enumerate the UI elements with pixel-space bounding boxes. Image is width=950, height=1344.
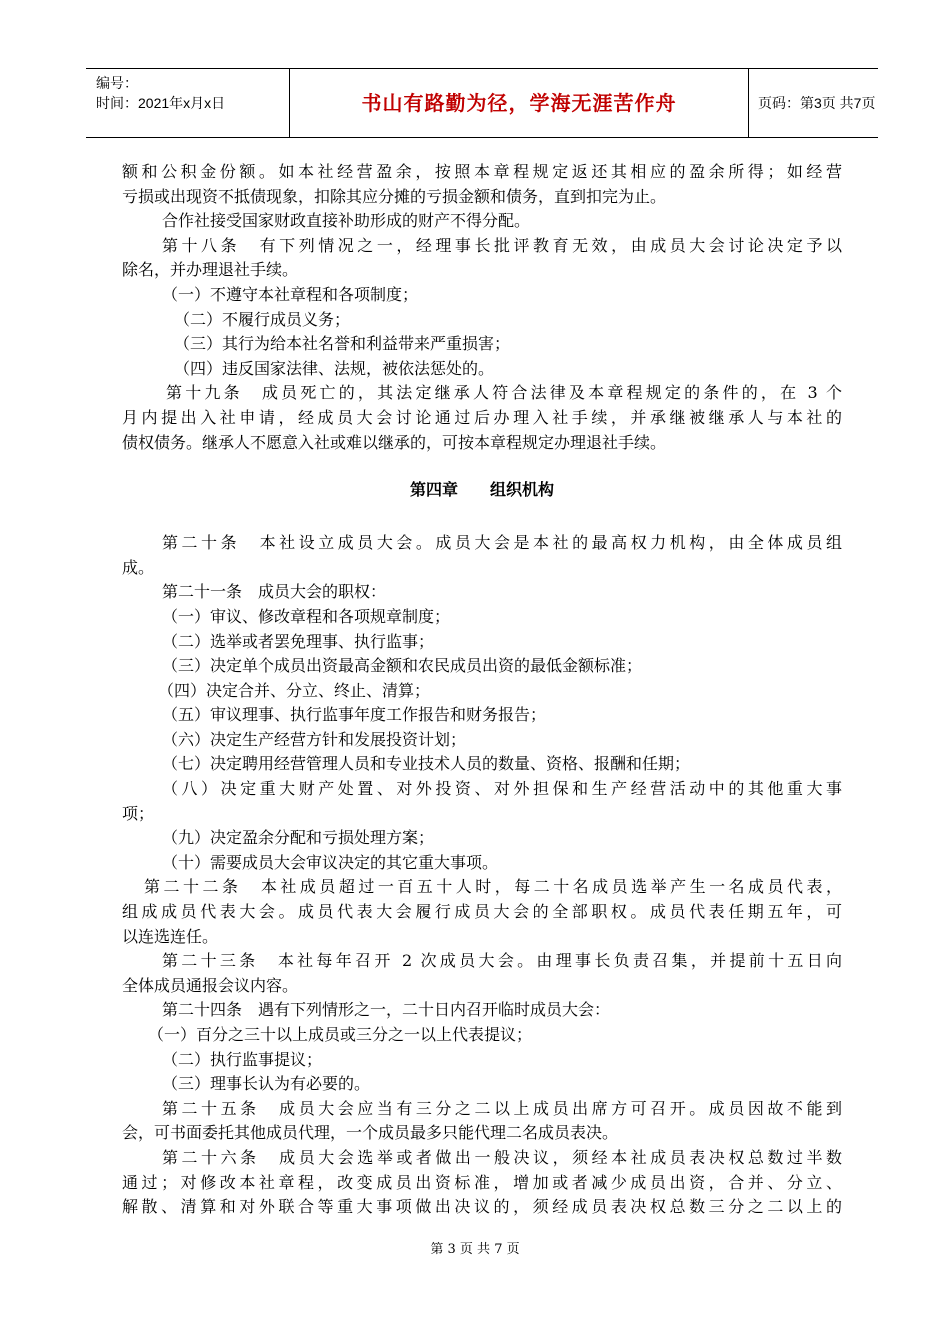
page-header — [86, 68, 878, 138]
body-line: 成。 — [122, 557, 155, 577]
body-line: 额和公积金份额。如本社经营盈余，按照本章程规定返还其相应的盈余所得；如经营 — [122, 162, 842, 181]
body-line: 全体成员通报会议内容。 — [122, 975, 299, 995]
body-line: 除名，并办理退社手续。 — [122, 260, 299, 280]
article-18: 第十八条 有下列情况之一，经理事长批评教育无效，由成员大会讨论决定予以 — [162, 235, 842, 255]
list-item: （五）审议理事、执行监事年度工作报告和财务报告； — [162, 705, 547, 725]
doc-time-label: 时间：2021年x月x日 — [96, 95, 226, 111]
body-line: 亏损或出现资不抵债现象，扣除其应分摊的亏损金额和债务，直到扣完为止。 — [122, 186, 667, 206]
article-26: 第二十六条 成员大会选举或者做出一般决议，须经本社成员表决权总数过半数 — [162, 1147, 842, 1167]
list-item: （七）决定聘用经营管理人员和专业技术人员的数量、资格、报酬和任期； — [162, 754, 691, 774]
document-body — [122, 160, 842, 1220]
list-item: （八）决定重大财产处置、对外投资、对外担保和生产经营活动中的其他重大事 — [162, 779, 842, 799]
body-line: 债权债务。继承人不愿意入社或难以继承的，可按本章程规定办理退社手续。 — [122, 432, 667, 452]
list-item: （二）执行监事提议； — [162, 1049, 323, 1069]
article-24: 第二十四条 遇有下列情形之一，二十日内召开临时成员大会： — [162, 1000, 611, 1020]
body-line: 以连选连任。 — [122, 926, 219, 946]
chapter-heading: 第四章 组织机构 — [409, 480, 554, 500]
list-item: （六）决定生产经营方针和发展投资计划； — [162, 729, 467, 749]
body-line: 通过；对修改本社章程，改变成员出资标准，增加或者减少成员出资，合并、分立、 — [122, 1172, 842, 1192]
list-item: （四）违反国家法律、法规，被依法惩处的。 — [174, 358, 495, 378]
article-22: 第二十二条 本社成员超过一百五十人时，每二十名成员选举产生一名成员代表， — [144, 877, 842, 897]
list-item: （一）不遵守本社章程和各项制度； — [162, 284, 419, 304]
list-item: （十）需要成员大会审议决定的其它重大事项。 — [162, 852, 499, 872]
header-meta — [86, 69, 286, 137]
list-item: （一）百分之三十以上成员或三分之一以上代表提议； — [148, 1025, 533, 1044]
article-20: 第二十条 本社设立成员大会。成员大会是本社的最高权力机构，由全体成员组 — [162, 533, 842, 553]
body-line: 组成成员代表大会。成员代表大会履行成员大会的全部职权。成员代表任期五年，可 — [122, 902, 842, 922]
header-page-label: 页码：第3页 共7页 — [758, 95, 876, 111]
body-line: 月内提出入社申请，经成员大会讨论通过后办理入社手续，并承继被继承人与本社的 — [122, 407, 842, 427]
list-item: （九）决定盈余分配和亏损处理方案； — [162, 828, 435, 848]
header-motto-cell — [289, 69, 749, 137]
header-motto: 书山有路勤为径，学海无涯苦作舟 — [361, 91, 677, 115]
doc-number-label: 编号： — [96, 75, 138, 91]
list-item: （一）审议、修改章程和各项规章制度； — [162, 606, 451, 626]
list-item: （四）决定合并、分立、终止、清算； — [158, 680, 431, 700]
article-25: 第二十五条 成员大会应当有三分之二以上成员出席方可召开。成员因故不能到 — [162, 1098, 842, 1118]
body-line: 合作社接受国家财政直接补助形成的财产不得分配。 — [162, 211, 531, 231]
article-23: 第二十三条 本社每年召开 2 次成员大会。由理事长负责召集，并提前十五日向 — [162, 951, 842, 971]
list-item: （二）不履行成员义务； — [174, 309, 351, 329]
article-21: 第二十一条 成员大会的职权： — [162, 582, 387, 602]
body-line: 会，可书面委托其他成员代理，一个成员最多只能代理二名成员表决。 — [122, 1123, 619, 1143]
list-item: （二）选举或者罢免理事、执行监事； — [162, 631, 435, 651]
list-item: （三）其行为给本社名誉和利益带来严重损害； — [174, 334, 511, 354]
article-19: 第十九条 成员死亡的，其法定继承人符合法律及本章程规定的条件的，在 3 个 — [166, 383, 842, 403]
page-footer: 第 3 页 共 7 页 — [430, 1242, 520, 1257]
body-line: 解散、清算和对外联合等重大事项做出决议的，须经成员表决权总数三分之二以上的 — [122, 1197, 842, 1217]
list-item: （三）决定单个成员出资最高金额和农民成员出资的最低金额标准； — [162, 656, 643, 676]
body-line: 项； — [122, 803, 155, 823]
list-item: （三）理事长认为有必要的。 — [162, 1074, 371, 1094]
